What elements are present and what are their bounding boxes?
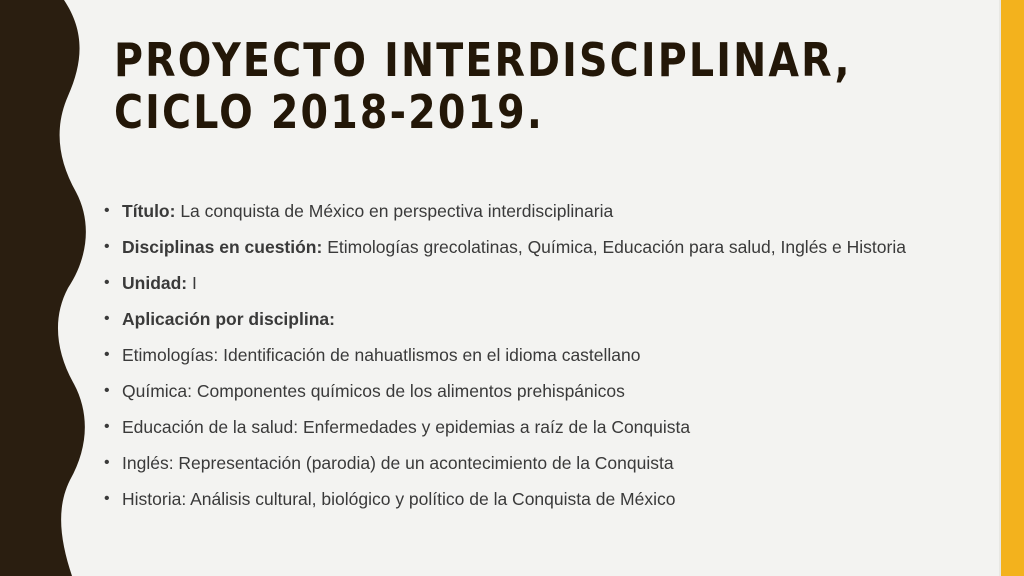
bullet-item-educacion	[104, 414, 924, 440]
bullet-item-etimologias	[104, 342, 924, 368]
bullet-label: Aplicación por disciplina:	[122, 309, 335, 329]
bullet-dot-icon: •	[104, 418, 110, 435]
accent-bar	[1001, 0, 1024, 576]
bullet-item-ingles	[104, 450, 924, 476]
left-wavy-band	[0, 0, 90, 576]
bullet-text: Historia: Análisis cultural, biológico y político de la Conquista de México	[122, 489, 676, 509]
bullet-item-historia	[104, 486, 924, 512]
bullet-item-titulo	[104, 198, 924, 224]
bullet-text: Química: Componentes químicos de los alimentos prehispánicos	[122, 381, 625, 401]
bullet-dot-icon: •	[104, 274, 110, 291]
bullet-item-quimica	[104, 378, 924, 404]
bullet-dot-icon: •	[104, 310, 110, 327]
bullet-dot-icon: •	[104, 238, 110, 255]
bullet-item-disciplinas	[104, 234, 924, 260]
slide-title: PROYECTO INTERDISCIPLINAR, CICLO 2018-2019.	[114, 33, 852, 139]
bullet-list	[104, 198, 924, 522]
bullet-label: Unidad:	[122, 273, 188, 293]
bullet-dot-icon: •	[104, 454, 110, 471]
bullet-item-unidad	[104, 270, 924, 296]
bullet-dot-icon: •	[104, 382, 110, 399]
bullet-item-aplicacion	[104, 306, 924, 332]
bullet-dot-icon: •	[104, 490, 110, 507]
bullet-text: I	[187, 273, 197, 293]
bullet-label: Título:	[122, 201, 176, 221]
bullet-text: Inglés: Representación (parodia) de un acontecimiento de la Conquista	[122, 453, 674, 473]
bullet-dot-icon: •	[104, 346, 110, 363]
bullet-text: Etimologías grecolatinas, Química, Educación para salud, Inglés e Historia	[322, 237, 906, 257]
bullet-dot-icon: •	[104, 202, 110, 219]
bullet-text: La conquista de México en perspectiva interdisciplinaria	[175, 201, 614, 221]
bullet-text: Educación de la salud: Enfermedades y epidemias a raíz de la Conquista	[122, 417, 691, 437]
bullet-text: Etimologías: Identificación de nahuatlismos en el idioma castellano	[122, 345, 641, 365]
wavy-band-shape	[0, 0, 86, 576]
bullet-label: Disciplinas en cuestión:	[122, 237, 323, 257]
